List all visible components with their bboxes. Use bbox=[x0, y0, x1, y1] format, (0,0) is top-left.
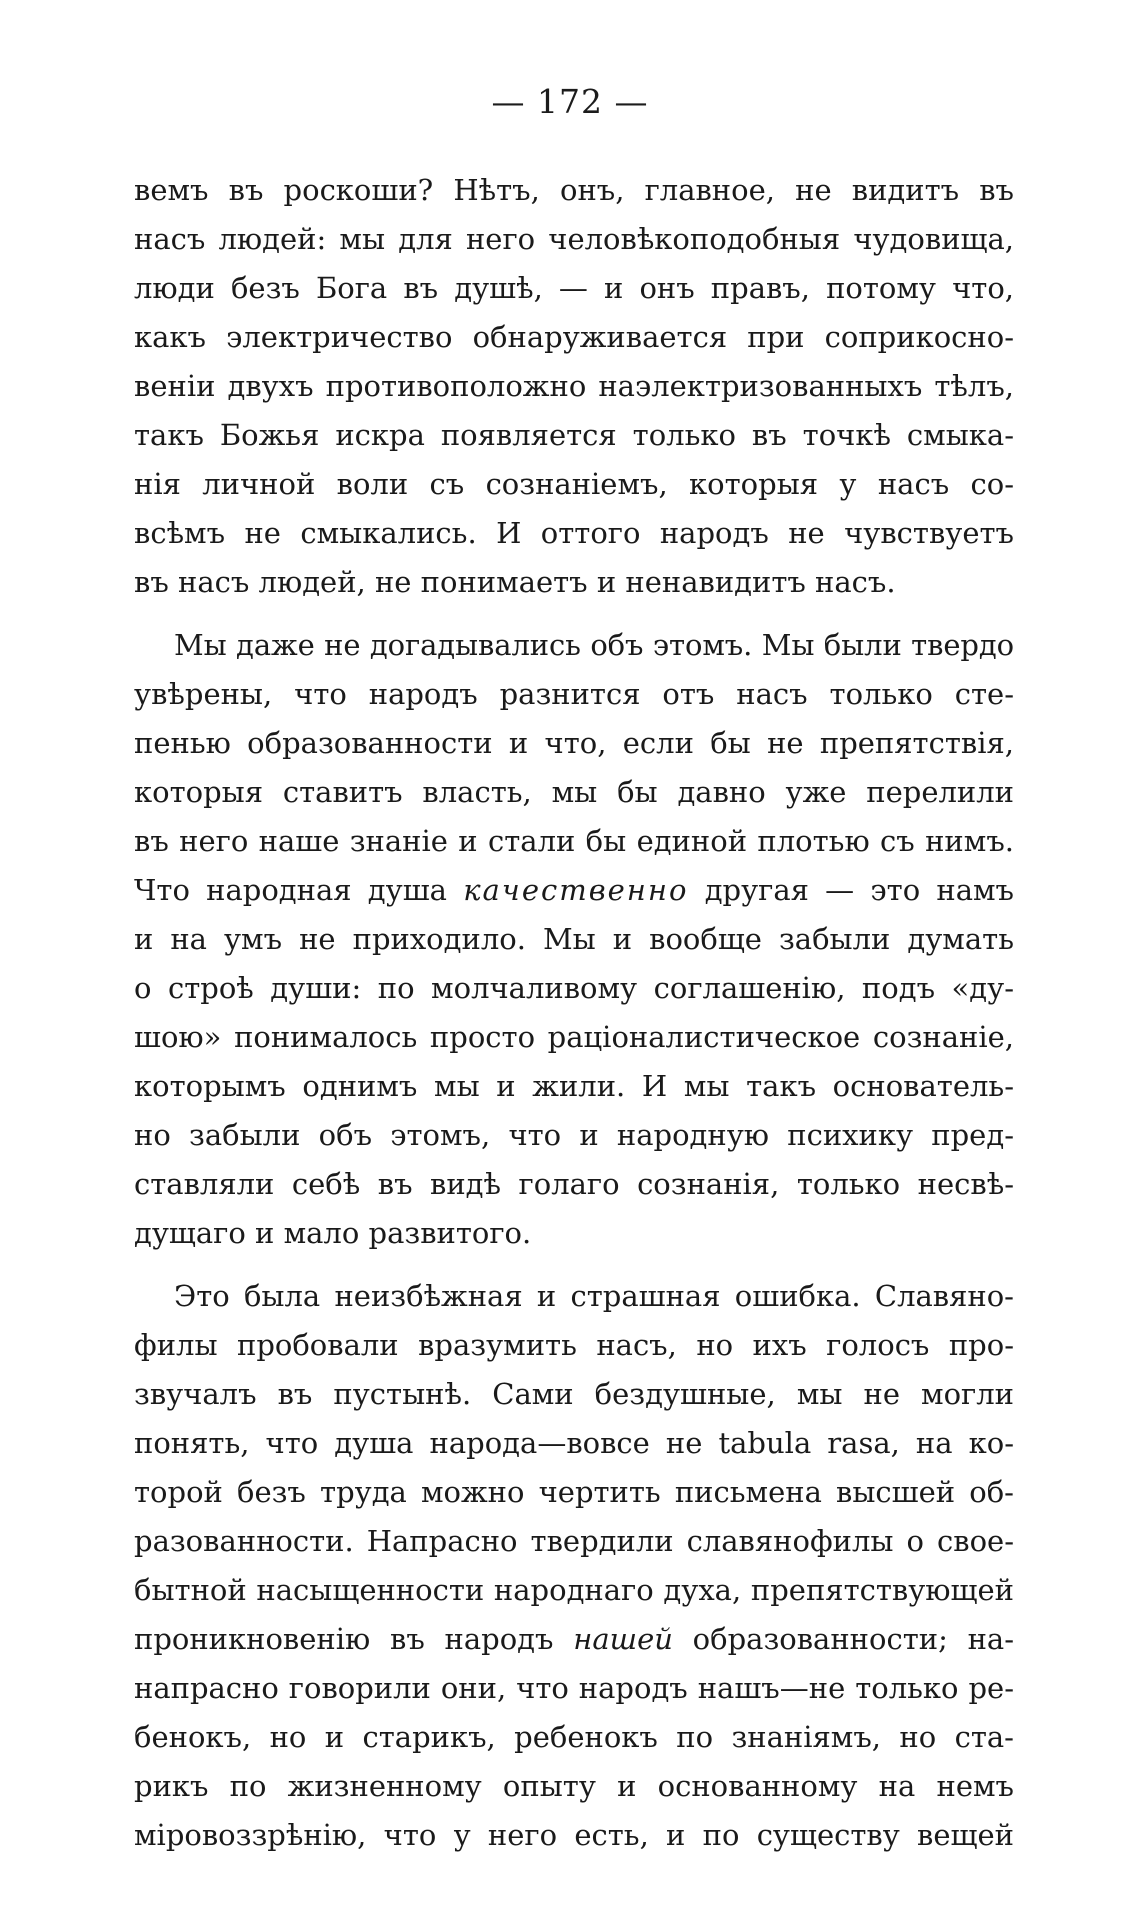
line-end: другая — это намъ bbox=[704, 873, 1014, 907]
line-start: Что народная душа bbox=[134, 873, 447, 907]
text-line: люди безъ Бога въ душѣ, — и онъ правъ, потому что, bbox=[134, 271, 1014, 305]
text-line: какъ электричество обнаруживается при соприкосно- bbox=[134, 320, 1014, 354]
text-line: міровоззрѣнію, что у него есть, и по существу вещей bbox=[134, 1818, 1014, 1852]
text-line: но забыли объ этомъ, что и народную психику пред- bbox=[134, 1118, 1014, 1152]
text-line: о строѣ души: по молчаливому соглашенію, подъ «ду- bbox=[134, 971, 1014, 1005]
text-line: ставляли себѣ въ видѣ голаго сознанія, только несвѣ- bbox=[134, 1167, 1014, 1201]
page-number: — 172 — bbox=[491, 82, 649, 121]
text-line: нія личной воли съ сознаніемъ, которыя у насъ со- bbox=[134, 467, 1014, 501]
text-line: разованности. Напрасно твердили славянофилы о свое- bbox=[134, 1524, 1014, 1558]
text-line: торой безъ труда можно чертить письмена высшей об- bbox=[134, 1475, 1014, 1509]
text-line: вемъ въ роскоши? Нѣтъ, онъ, главное, не видитъ въ bbox=[134, 173, 1014, 207]
line-start: проникновенію въ народъ bbox=[134, 1622, 554, 1656]
text-line: филы пробовали вразумить насъ, но ихъ голосъ про- bbox=[134, 1328, 1014, 1362]
text-line: пенью образованности и что, если бы не препятствія, bbox=[134, 726, 1014, 760]
text-line: бытной насыщенности народнаго духа, препятствующей bbox=[134, 1573, 1014, 1607]
emphasized-word: нашей bbox=[573, 1622, 673, 1656]
paragraph-2 bbox=[134, 621, 1014, 1258]
text-line: шою» понималось просто раціоналистическое сознаніе, bbox=[134, 1020, 1014, 1054]
text-line: увѣрены, что народъ разнится отъ насъ только сте- bbox=[134, 677, 1014, 711]
page-text bbox=[134, 166, 1014, 1860]
text-line-with-emphasis bbox=[134, 1615, 1014, 1664]
text-line: понять, что душа народа—вовсе не tabula rasa, на ко- bbox=[134, 1426, 1014, 1460]
text-line: въ него наше знаніе и стали бы единой плотью съ нимъ. bbox=[134, 824, 1014, 858]
line-end: образованности; на- bbox=[692, 1622, 1014, 1656]
text-line: бенокъ, но и старикъ, ребенокъ по знаніямъ, но ста- bbox=[134, 1720, 1014, 1754]
paragraph-3 bbox=[134, 1272, 1014, 1860]
text-line: звучалъ въ пустынѣ. Сами бездушные, мы не могли bbox=[134, 1377, 1014, 1411]
text-line: такъ Божья искра появляется только въ точкѣ смыка- bbox=[134, 418, 1014, 452]
text-line: въ насъ людей, не понимаетъ и ненавидитъ насъ. bbox=[134, 565, 896, 599]
text-line: веніи двухъ противоположно наэлектризованныхъ тѣлъ, bbox=[134, 369, 1014, 403]
text-line: которымъ однимъ мы и жили. И мы такъ основатель- bbox=[134, 1069, 1014, 1103]
text-line: всѣмъ не смыкались. И оттого народъ не чувствуетъ bbox=[134, 516, 1014, 550]
text-line: которыя ставитъ власть, мы бы давно уже перелили bbox=[134, 775, 1014, 809]
emphasized-word: качественно bbox=[463, 873, 689, 907]
text-line: и на умъ не приходило. Мы и вообще забыли думать bbox=[134, 922, 1014, 956]
text-line: дущаго и мало развитого. bbox=[134, 1216, 532, 1250]
text-line-with-emphasis bbox=[134, 866, 1014, 915]
text-line: Это была неизбѣжная и страшная ошибка. Славяно- bbox=[174, 1279, 1014, 1313]
text-line: насъ людей: мы для него человѣкоподобныя чудовища, bbox=[134, 222, 1014, 256]
text-line: напрасно говорили они, что народъ нашъ—не только ре- bbox=[134, 1671, 1014, 1705]
text-line: Мы даже не догадывались объ этомъ. Мы были твердо bbox=[174, 628, 1014, 662]
paragraph-1 bbox=[134, 166, 1014, 607]
text-line: рикъ по жизненному опыту и основанному на немъ bbox=[134, 1769, 1014, 1803]
